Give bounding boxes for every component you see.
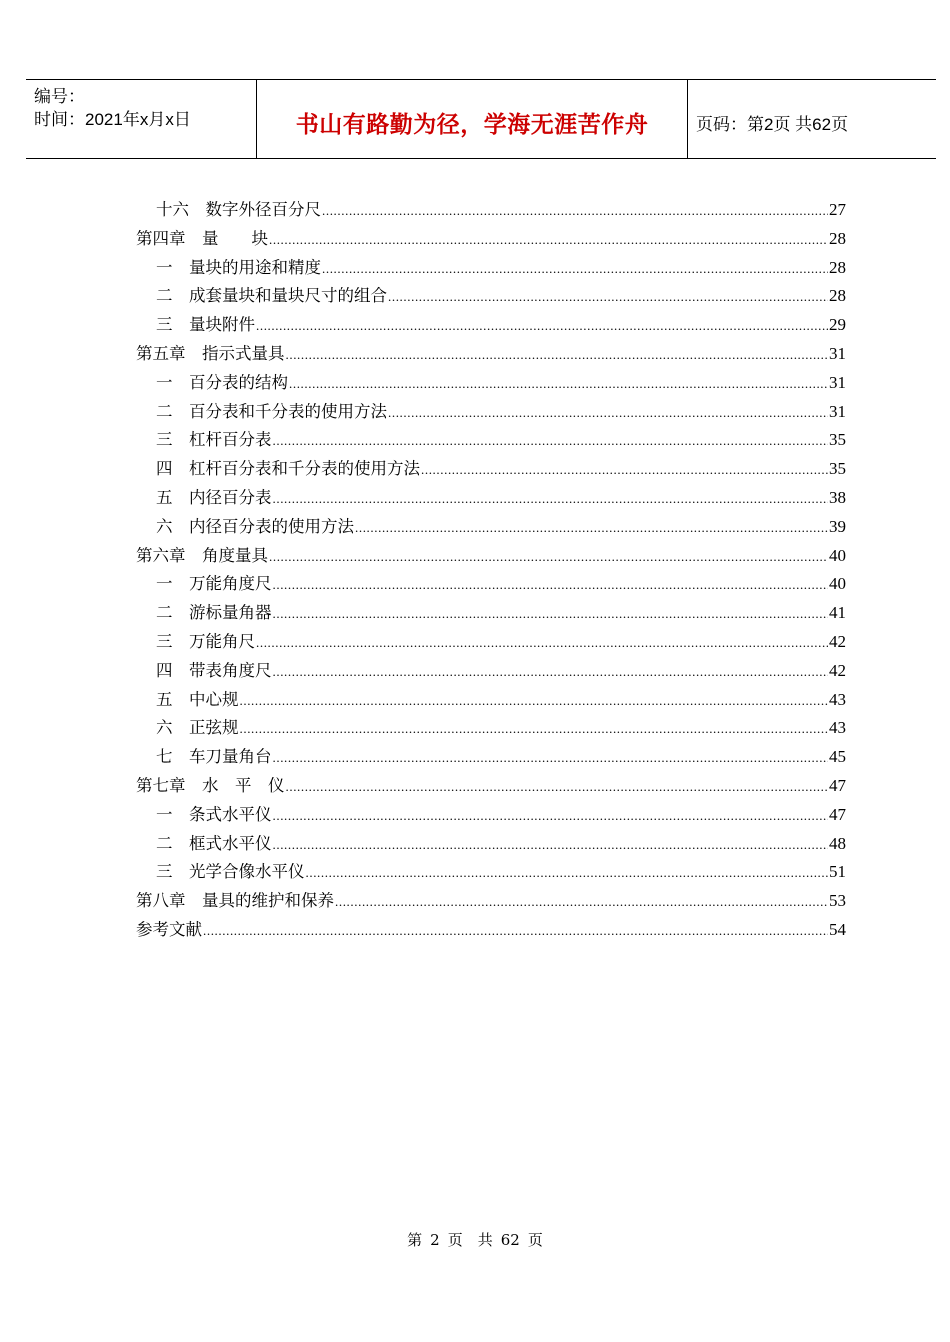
toc-entry-label: 十六 数字外径百分尺 (156, 200, 321, 219)
toc-entry-label: 一 万能角度尺 (156, 574, 272, 594)
toc-entry[interactable] (136, 282, 846, 311)
toc-leader-dots (240, 715, 829, 744)
footer-prefix: 第 (407, 1231, 423, 1249)
toc-entry-page-number: 31 (829, 343, 846, 363)
toc-entry-page-number: 45 (829, 747, 846, 767)
header-page-info-cell (688, 80, 936, 158)
toc-entry-page-number: 31 (829, 401, 846, 421)
header-meta (26, 80, 256, 158)
toc-entry-page-number: 43 (829, 718, 846, 738)
toc-entry[interactable] (136, 830, 846, 859)
toc-leader-dots (273, 571, 829, 600)
toc-entry-label: 三 万能角尺 (156, 631, 255, 651)
toc-entry-page-number: 48 (829, 833, 846, 853)
toc-leader-dots (286, 341, 829, 370)
toc-leader-dots (256, 629, 828, 658)
toc-entry-label: 第七章 水 平 仪 (136, 775, 285, 795)
toc-entry-label: 参考文献 (136, 919, 202, 939)
toc-entry-label: 第六章 角度量具 (136, 545, 268, 565)
toc-entry[interactable] (136, 570, 846, 599)
toc-entry[interactable] (136, 743, 846, 772)
toc-entry-label: 第四章 量 块 (136, 228, 268, 248)
toc-leader-dots (355, 514, 828, 543)
toc-leader-dots (306, 859, 829, 888)
toc-entry-page-number: 28 (829, 228, 846, 248)
toc-entry-page-number: 38 (829, 487, 846, 507)
toc-entry-page-number: 47 (829, 804, 846, 824)
toc-leader-dots (273, 658, 829, 687)
toc-leader-dots (273, 427, 829, 456)
toc-entry-label: 一 条式水平仪 (156, 804, 272, 824)
page-header (26, 79, 936, 159)
footer-suffix: 页 (527, 1231, 543, 1249)
toc-entry-page-number: 28 (829, 257, 846, 277)
toc-leader-dots (256, 312, 828, 341)
toc-entry-label: 一 量块的用途和精度 (156, 257, 321, 277)
toc-entry[interactable] (136, 801, 846, 830)
table-of-contents (136, 196, 846, 945)
toc-entry[interactable] (136, 455, 846, 484)
toc-entry-label: 五 中心规 (156, 689, 239, 709)
toc-entry-label: 三 杠杆百分表 (156, 430, 272, 450)
toc-entry-label: 三 光学合像水平仪 (156, 862, 305, 882)
toc-entry-label: 第八章 量具的维护和保养 (136, 891, 334, 911)
toc-entry-label: 六 正弦规 (156, 718, 239, 738)
toc-entry-label: 三 量块附件 (156, 315, 255, 335)
toc-entry[interactable] (136, 686, 846, 715)
toc-leader-dots (421, 456, 828, 485)
toc-leader-dots (322, 197, 828, 226)
toc-entry-label: 六 内径百分表的使用方法 (156, 516, 354, 536)
toc-entry-page-number: 35 (829, 459, 846, 479)
toc-entry[interactable] (136, 484, 846, 513)
toc-leader-dots (388, 399, 828, 428)
toc-entry-label: 四 带表角度尺 (156, 660, 272, 680)
toc-entry-page-number: 40 (829, 545, 846, 565)
toc-entry[interactable] (136, 916, 846, 945)
toc-leader-dots (269, 226, 828, 255)
toc-entry[interactable] (136, 513, 846, 542)
toc-entry-page-number: 43 (829, 689, 846, 709)
toc-leader-dots (388, 283, 828, 312)
toc-entry-page-number: 51 (829, 862, 846, 882)
toc-entry-label: 四 杠杆百分表和千分表的使用方法 (156, 459, 420, 479)
toc-entry-page-number: 28 (829, 286, 846, 306)
toc-entry[interactable] (136, 772, 846, 801)
toc-entry-label: 第五章 指示式量具 (136, 343, 285, 363)
toc-entry-page-number: 40 (829, 574, 846, 594)
header-page-info: 页码：第2页 共62页 (696, 114, 849, 134)
page-footer (0, 1229, 950, 1250)
header-motto: 书山有路勤为径，学海无涯苦作舟 (295, 111, 649, 138)
toc-leader-dots (273, 600, 829, 629)
toc-leader-dots (273, 744, 829, 773)
toc-entry[interactable] (136, 858, 846, 887)
toc-entry-label: 二 游标量角器 (156, 603, 272, 623)
footer-mid: 页 共 (447, 1231, 493, 1249)
toc-entry[interactable] (136, 398, 846, 427)
toc-entry[interactable] (136, 254, 846, 283)
document-number-label: 编号： (34, 87, 85, 106)
toc-leader-dots (322, 255, 828, 284)
toc-leader-dots (289, 370, 828, 399)
toc-leader-dots (286, 773, 829, 802)
toc-leader-dots (273, 802, 829, 831)
toc-entry-label: 七 车刀量角台 (156, 747, 272, 767)
toc-leader-dots (240, 687, 829, 716)
toc-entry[interactable] (136, 225, 846, 254)
toc-entry-label: 一 百分表的结构 (156, 372, 288, 392)
toc-entry[interactable] (136, 887, 846, 916)
toc-entry-label: 五 内径百分表 (156, 487, 272, 507)
toc-entry-page-number: 47 (829, 775, 846, 795)
toc-entry-page-number: 29 (829, 315, 846, 335)
toc-entry-label: 二 百分表和千分表的使用方法 (156, 401, 387, 421)
toc-entry[interactable] (136, 311, 846, 340)
toc-entry[interactable] (136, 599, 846, 628)
toc-entry[interactable] (136, 369, 846, 398)
footer-current-page: 2 (430, 1231, 440, 1249)
toc-entry-page-number: 41 (829, 603, 846, 623)
toc-entry-page-number: 39 (829, 516, 846, 536)
toc-entry-page-number: 35 (829, 430, 846, 450)
toc-leader-dots (273, 831, 829, 860)
toc-entry-page-number: 27 (829, 200, 846, 219)
toc-entry-page-number: 53 (829, 891, 846, 911)
toc-entry[interactable] (136, 714, 846, 743)
toc-leader-dots (269, 543, 828, 572)
toc-entry[interactable] (136, 628, 846, 657)
toc-entry-page-number: 31 (829, 372, 846, 392)
toc-entry-label: 二 框式水平仪 (156, 833, 272, 853)
toc-entry-page-number: 42 (829, 660, 846, 680)
toc-entry[interactable] (136, 542, 846, 571)
document-time-label: 时间：2021年x月x日 (34, 110, 191, 129)
footer-total-pages: 62 (500, 1231, 520, 1249)
toc-entry-page-number: 54 (829, 919, 846, 939)
toc-entry[interactable] (136, 426, 846, 455)
toc-entry-page-number: 42 (829, 631, 846, 651)
toc-entry[interactable] (136, 340, 846, 369)
toc-leader-dots (273, 485, 829, 514)
toc-entry[interactable] (136, 196, 846, 225)
toc-entry[interactable] (136, 657, 846, 686)
toc-leader-dots (203, 917, 828, 946)
toc-entry-label: 二 成套量块和量块尺寸的组合 (156, 286, 387, 306)
toc-leader-dots (335, 888, 828, 917)
header-motto-cell (257, 80, 687, 158)
